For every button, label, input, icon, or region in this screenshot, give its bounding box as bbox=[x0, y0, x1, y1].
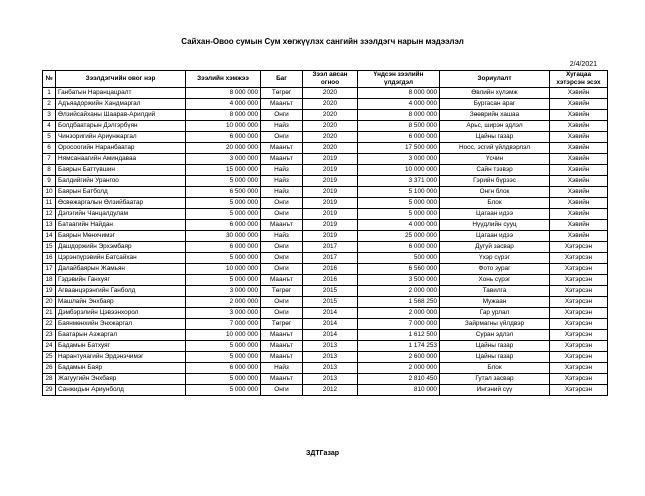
overdue-status: Хэтэрсэн bbox=[550, 330, 608, 341]
borrower-name: Баярын Мөнхчимэг bbox=[56, 231, 186, 242]
table-row bbox=[43, 341, 608, 352]
loan-year: 2017 bbox=[303, 253, 358, 264]
loan-year: 2019 bbox=[303, 165, 358, 176]
loan-balance: 8 500 000 bbox=[358, 121, 440, 132]
bag-name: Маанът bbox=[261, 341, 303, 352]
loan-purpose: Ингэний сүү bbox=[440, 385, 550, 396]
borrower-name: Өсвөжаргалын Өлзийбаатар bbox=[56, 198, 186, 209]
bag-name: Найз bbox=[261, 121, 303, 132]
borrower-name: Баярын Батболд bbox=[56, 187, 186, 198]
loan-amount: 6 500 000 bbox=[186, 187, 261, 198]
row-number: 6 bbox=[43, 143, 56, 154]
row-number: 28 bbox=[43, 374, 56, 385]
table-row bbox=[43, 165, 608, 176]
overdue-status: Хэтэрсэн bbox=[550, 286, 608, 297]
loan-balance: 6 560 000 bbox=[358, 264, 440, 275]
bag-name: Онги bbox=[261, 198, 303, 209]
borrower-name: Өлзийсайханы Шаарав-Арилдий bbox=[56, 110, 186, 121]
borrower-name: Чинзоригийн Ариунжаргал bbox=[56, 132, 186, 143]
loan-balance: 7 000 000 bbox=[358, 319, 440, 330]
loan-amount: 10 000 000 bbox=[186, 264, 261, 275]
bag-name: Найз bbox=[261, 363, 303, 374]
table-row bbox=[43, 143, 608, 154]
loan-balance: 2 810 450 bbox=[358, 374, 440, 385]
loan-purpose: Өвлийн хүлэмж bbox=[440, 88, 550, 99]
loan-balance: 6 000 000 bbox=[358, 242, 440, 253]
loan-balance: 5 000 000 bbox=[358, 209, 440, 220]
loan-purpose: Цагаан идээ bbox=[440, 209, 550, 220]
loan-year: 2019 bbox=[303, 209, 358, 220]
overdue-status: Хэтэрсэн bbox=[550, 253, 608, 264]
row-number: 1 bbox=[43, 88, 56, 99]
loan-balance: 2 000 000 bbox=[358, 363, 440, 374]
loan-amount: 5 000 000 bbox=[186, 209, 261, 220]
loan-purpose: Үхэр сүрэг bbox=[440, 253, 550, 264]
bag-name: Маанът bbox=[261, 143, 303, 154]
loan-purpose: Ноос, эсгий үйлдвэрлэл bbox=[440, 143, 550, 154]
overdue-status: Хэвийн bbox=[550, 143, 608, 154]
loan-purpose: Цайны газар bbox=[440, 352, 550, 363]
borrower-name: Бадамын Баяр bbox=[56, 363, 186, 374]
loan-balance: 3 000 000 bbox=[358, 154, 440, 165]
loan-year: 2013 bbox=[303, 374, 358, 385]
row-number: 21 bbox=[43, 308, 56, 319]
loan-amount: 8 000 000 bbox=[186, 88, 261, 99]
loan-purpose: Тавилга bbox=[440, 286, 550, 297]
loan-amount: 7 000 000 bbox=[186, 319, 261, 330]
loan-amount: 20 000 000 bbox=[186, 143, 261, 154]
loan-purpose: Цагаан идээ bbox=[440, 231, 550, 242]
loan-year: 2019 bbox=[303, 231, 358, 242]
row-number: 19 bbox=[43, 286, 56, 297]
loan-purpose: Сайн тэзвэр bbox=[440, 165, 550, 176]
row-number: 24 bbox=[43, 341, 56, 352]
loan-purpose: Цайны газар bbox=[440, 132, 550, 143]
table-row bbox=[43, 132, 608, 143]
loan-year: 2020 bbox=[303, 143, 358, 154]
bag-name: Онги bbox=[261, 110, 303, 121]
loan-amount: 8 000 000 bbox=[186, 110, 261, 121]
table-row bbox=[43, 209, 608, 220]
loan-balance: 8 000 000 bbox=[358, 88, 440, 99]
bag-name: Найз bbox=[261, 231, 303, 242]
table-row bbox=[43, 88, 608, 99]
table-row bbox=[43, 308, 608, 319]
row-number: 8 bbox=[43, 165, 56, 176]
table-row bbox=[43, 154, 608, 165]
header-year: Зээл авсан огноо bbox=[303, 71, 358, 88]
loan-year: 2014 bbox=[303, 330, 358, 341]
table-row bbox=[43, 242, 608, 253]
loan-amount: 4 000 000 bbox=[186, 99, 261, 110]
row-number: 11 bbox=[43, 198, 56, 209]
borrower-name: Нямсанаагийн Аминдаваа bbox=[56, 154, 186, 165]
bag-name: Онги bbox=[261, 308, 303, 319]
row-number: 4 bbox=[43, 121, 56, 132]
row-number: 20 bbox=[43, 297, 56, 308]
loan-balance: 17 500 000 bbox=[358, 143, 440, 154]
borrower-name: Оросоогийн Наранбаатар bbox=[56, 143, 186, 154]
loan-amount: 5 000 000 bbox=[186, 385, 261, 396]
loan-balance: 1 568 250 bbox=[358, 297, 440, 308]
bag-name: Онги bbox=[261, 209, 303, 220]
bag-name: Төгрөг bbox=[261, 319, 303, 330]
document-title: Сайхан-Овоо сумын Сум хөгжүүлэх сангийн зээлдэгч нарын мэдээлэл bbox=[181, 37, 464, 46]
loan-amount: 6 000 000 bbox=[186, 242, 261, 253]
table-row bbox=[43, 110, 608, 121]
loan-balance: 10 000 000 bbox=[358, 165, 440, 176]
loan-amount: 5 000 000 bbox=[186, 253, 261, 264]
loan-purpose: Мужаан bbox=[440, 297, 550, 308]
bag-name: Маанът bbox=[261, 220, 303, 231]
table-row bbox=[43, 330, 608, 341]
loan-year: 2013 bbox=[303, 341, 358, 352]
loan-year: 2016 bbox=[303, 264, 358, 275]
header-no: № bbox=[43, 71, 56, 88]
loan-purpose: Блок bbox=[440, 363, 550, 374]
borrower-name: Санжидын Ариунболд bbox=[56, 385, 186, 396]
loan-amount: 5 000 000 bbox=[186, 341, 261, 352]
overdue-status: Хэвийн bbox=[550, 209, 608, 220]
table-row bbox=[43, 264, 608, 275]
bag-name: Найз bbox=[261, 187, 303, 198]
loan-balance: 3 371 000 bbox=[358, 176, 440, 187]
row-number: 9 bbox=[43, 176, 56, 187]
overdue-status: Хэтэрсэн bbox=[550, 242, 608, 253]
bag-name: Төгрөг bbox=[261, 88, 303, 99]
overdue-status: Хэтэрсэн bbox=[550, 341, 608, 352]
table-row bbox=[43, 385, 608, 396]
borrower-name: Дэмбэрэлийн Цэвээнхорол bbox=[56, 308, 186, 319]
bag-name: Төгрөг bbox=[261, 286, 303, 297]
header-status: Хугацаа хэтэрсэн эсэх bbox=[550, 71, 608, 88]
loan-purpose: Хонь сүрэг bbox=[440, 275, 550, 286]
overdue-status: Хэвийн bbox=[550, 187, 608, 198]
borrower-name: Адъяадоржийн Хандмаргал bbox=[56, 99, 186, 110]
bag-name: Маанът bbox=[261, 99, 303, 110]
overdue-status: Хэвийн bbox=[550, 176, 608, 187]
overdue-status: Хэтэрсэн bbox=[550, 374, 608, 385]
borrower-name: Гэдэвийн Ганхуяг bbox=[56, 275, 186, 286]
borrower-name: Бадамын Батхуяг bbox=[56, 341, 186, 352]
loan-year: 2019 bbox=[303, 187, 358, 198]
loan-balance: 1 174 253 bbox=[358, 341, 440, 352]
borrowers-table bbox=[42, 70, 608, 396]
loan-purpose: Гутал засвар bbox=[440, 374, 550, 385]
table-body bbox=[43, 88, 608, 396]
loan-purpose: Зөөврийн хашаа bbox=[440, 110, 550, 121]
overdue-status: Хэтэрсэн bbox=[550, 308, 608, 319]
overdue-status: Хэвийн bbox=[550, 121, 608, 132]
bag-name: Маанът bbox=[261, 330, 303, 341]
loan-year: 2019 bbox=[303, 176, 358, 187]
loan-balance: 810 000 bbox=[358, 385, 440, 396]
borrower-name: Нарантуяагийн Эрдэнэчимэг bbox=[56, 352, 186, 363]
loan-balance: 2 000 000 bbox=[358, 308, 440, 319]
row-number: 29 bbox=[43, 385, 56, 396]
loan-balance: 4 000 000 bbox=[358, 99, 440, 110]
table-row bbox=[43, 374, 608, 385]
loan-purpose: Гар урлал bbox=[440, 308, 550, 319]
loan-purpose: Арьс, ширэн эдлэл bbox=[440, 121, 550, 132]
overdue-status: Хэвийн bbox=[550, 198, 608, 209]
overdue-status: Хэтэрсэн bbox=[550, 363, 608, 374]
loan-balance: 5 100 000 bbox=[358, 187, 440, 198]
borrower-name: Цэрэнпүрэвийн Батсайхан bbox=[56, 253, 186, 264]
loan-year: 2016 bbox=[303, 275, 358, 286]
loan-amount: 5 000 000 bbox=[186, 275, 261, 286]
table-row bbox=[43, 319, 608, 330]
borrower-name: Баярын Баттүвшин bbox=[56, 165, 186, 176]
row-number: 17 bbox=[43, 264, 56, 275]
loan-balance: 3 500 000 bbox=[358, 275, 440, 286]
table-row bbox=[43, 187, 608, 198]
report-date: 2/4/2021 bbox=[569, 61, 597, 68]
loan-amount: 10 000 000 bbox=[186, 330, 261, 341]
bag-name: Онги bbox=[261, 242, 303, 253]
loan-year: 2019 bbox=[303, 198, 358, 209]
loan-purpose: Онгн блок bbox=[440, 187, 550, 198]
borrower-name: Ганбатын Наранцацралт bbox=[56, 88, 186, 99]
loan-year: 2019 bbox=[303, 154, 358, 165]
borrower-name: Дэлэгийн Чанцалдулам bbox=[56, 209, 186, 220]
bag-name: Маанът bbox=[261, 275, 303, 286]
loan-year: 2020 bbox=[303, 88, 358, 99]
table-row bbox=[43, 286, 608, 297]
loan-year: 2020 bbox=[303, 121, 358, 132]
row-number: 16 bbox=[43, 253, 56, 264]
loan-amount: 5 000 000 bbox=[186, 352, 261, 363]
loan-amount: 5 000 000 bbox=[186, 176, 261, 187]
table-row bbox=[43, 352, 608, 363]
table-row bbox=[43, 231, 608, 242]
table-row bbox=[43, 198, 608, 209]
overdue-status: Хэтэрсэн bbox=[550, 275, 608, 286]
loan-balance: 2 000 000 bbox=[358, 286, 440, 297]
overdue-status: Хэвийн bbox=[550, 110, 608, 121]
row-number: 10 bbox=[43, 187, 56, 198]
overdue-status: Хэвийн bbox=[550, 154, 608, 165]
loan-amount: 30 000 000 bbox=[186, 231, 261, 242]
loan-purpose: Зайрмагны үйлдвэр bbox=[440, 319, 550, 330]
borrower-name: Жагуугийн Энхбаяр bbox=[56, 374, 186, 385]
bag-name: Онги bbox=[261, 264, 303, 275]
loan-purpose: Блок bbox=[440, 198, 550, 209]
row-number: 7 bbox=[43, 154, 56, 165]
loan-balance: 6 000 000 bbox=[358, 132, 440, 143]
bag-name: Найз bbox=[261, 176, 303, 187]
row-number: 3 bbox=[43, 110, 56, 121]
borrower-name: Далайбаярын Жамьян bbox=[56, 264, 186, 275]
loan-year: 2019 bbox=[303, 220, 358, 231]
table-row bbox=[43, 99, 608, 110]
loan-amount: 2 000 000 bbox=[186, 297, 261, 308]
overdue-status: Хэвийн bbox=[550, 99, 608, 110]
overdue-status: Хэтэрсэн bbox=[550, 319, 608, 330]
row-number: 25 bbox=[43, 352, 56, 363]
loan-amount: 3 000 000 bbox=[186, 308, 261, 319]
loan-purpose: Нүүдлийн сууц bbox=[440, 220, 550, 231]
loan-purpose: Гэрийн бүрээс bbox=[440, 176, 550, 187]
table-header-row bbox=[43, 71, 608, 88]
borrower-name: Баатарын Азжаргал bbox=[56, 330, 186, 341]
row-number: 15 bbox=[43, 242, 56, 253]
table-row bbox=[43, 363, 608, 374]
borrower-name: Болдбаатарын Дэлгэрбүян bbox=[56, 121, 186, 132]
overdue-status: Хэтэрсэн bbox=[550, 385, 608, 396]
borrower-name: Дашдоржийн Эрхэмбаяр bbox=[56, 242, 186, 253]
overdue-status: Хэвийн bbox=[550, 165, 608, 176]
loan-purpose: Цайны газар bbox=[440, 341, 550, 352]
loan-amount: 15 000 000 bbox=[186, 165, 261, 176]
loan-year: 2013 bbox=[303, 363, 358, 374]
loan-amount: 5 000 000 bbox=[186, 198, 261, 209]
loan-year: 2017 bbox=[303, 242, 358, 253]
bag-name: Онги bbox=[261, 253, 303, 264]
table-row bbox=[43, 297, 608, 308]
loan-purpose: Бургасан араг bbox=[440, 99, 550, 110]
bag-name: Онги bbox=[261, 132, 303, 143]
loan-amount: 3 000 000 bbox=[186, 154, 261, 165]
borrower-name: Баянмөнхийн Энхжаргал bbox=[56, 319, 186, 330]
row-number: 18 bbox=[43, 275, 56, 286]
row-number: 14 bbox=[43, 231, 56, 242]
row-number: 2 bbox=[43, 99, 56, 110]
loan-balance: 2 600 000 bbox=[358, 352, 440, 363]
loan-balance: 4 000 000 bbox=[358, 220, 440, 231]
table-row bbox=[43, 176, 608, 187]
loan-balance: 25 000 000 bbox=[358, 231, 440, 242]
overdue-status: Хэвийн bbox=[550, 220, 608, 231]
overdue-status: Хэвийн bbox=[550, 231, 608, 242]
loan-year: 2012 bbox=[303, 385, 358, 396]
loan-amount: 6 000 000 bbox=[186, 363, 261, 374]
loan-amount: 10 000 000 bbox=[186, 121, 261, 132]
loan-year: 2013 bbox=[303, 352, 358, 363]
table-row bbox=[43, 275, 608, 286]
loan-balance: 5 000 000 bbox=[358, 198, 440, 209]
loan-year: 2015 bbox=[303, 297, 358, 308]
bag-name: Найз bbox=[261, 165, 303, 176]
header-bag: Баг bbox=[261, 71, 303, 88]
loan-amount: 5 000 000 bbox=[186, 374, 261, 385]
loan-purpose: Суран эдлэл bbox=[440, 330, 550, 341]
row-number: 23 bbox=[43, 330, 56, 341]
header-purpose: Зориулалт bbox=[440, 71, 550, 88]
table-row bbox=[43, 220, 608, 231]
loan-amount: 3 000 000 bbox=[186, 286, 261, 297]
loan-year: 2015 bbox=[303, 286, 358, 297]
borrower-name: Машлайн Энхбаяр bbox=[56, 297, 186, 308]
loan-purpose: Фото зураг bbox=[440, 264, 550, 275]
header-balance: Үндсэн зээлийн үлдэгдэл bbox=[358, 71, 440, 88]
borrower-name: Балдийгийн Урангоо bbox=[56, 176, 186, 187]
loan-balance: 500 000 bbox=[358, 253, 440, 264]
loan-purpose: Үсчин bbox=[440, 154, 550, 165]
header-amount: Зээлийн хэмжээ bbox=[186, 71, 261, 88]
loan-amount: 6 000 000 bbox=[186, 220, 261, 231]
loan-year: 2020 bbox=[303, 132, 358, 143]
loan-year: 2020 bbox=[303, 99, 358, 110]
table-row bbox=[43, 253, 608, 264]
loan-balance: 8 000 000 bbox=[358, 110, 440, 121]
loan-year: 2014 bbox=[303, 319, 358, 330]
bag-name: Маанът bbox=[261, 154, 303, 165]
row-number: 26 bbox=[43, 363, 56, 374]
loan-balance: 1 612 500 bbox=[358, 330, 440, 341]
header-name: Зээлдэгчийн овог нэр bbox=[56, 71, 186, 88]
overdue-status: Хэвийн bbox=[550, 132, 608, 143]
overdue-status: Хэтэрсэн bbox=[550, 352, 608, 363]
loan-year: 2020 bbox=[303, 110, 358, 121]
bag-name: Маанът bbox=[261, 374, 303, 385]
overdue-status: Хэтэрсэн bbox=[550, 264, 608, 275]
loan-amount: 6 000 000 bbox=[186, 132, 261, 143]
table-row bbox=[43, 121, 608, 132]
borrower-name: Агваанцэрэнгийн Ганболд bbox=[56, 286, 186, 297]
footer-label: ЗДТГазар bbox=[305, 450, 340, 457]
loan-purpose: Дугуй засвар bbox=[440, 242, 550, 253]
row-number: 12 bbox=[43, 209, 56, 220]
bag-name: Онги bbox=[261, 385, 303, 396]
borrower-name: Батаагийн Найдан bbox=[56, 220, 186, 231]
overdue-status: Хэвийн bbox=[550, 88, 608, 99]
row-number: 5 bbox=[43, 132, 56, 143]
row-number: 22 bbox=[43, 319, 56, 330]
bag-name: Онги bbox=[261, 297, 303, 308]
loan-year: 2014 bbox=[303, 308, 358, 319]
bag-name: Маанът bbox=[261, 352, 303, 363]
overdue-status: Хэтэрсэн bbox=[550, 297, 608, 308]
row-number: 13 bbox=[43, 220, 56, 231]
